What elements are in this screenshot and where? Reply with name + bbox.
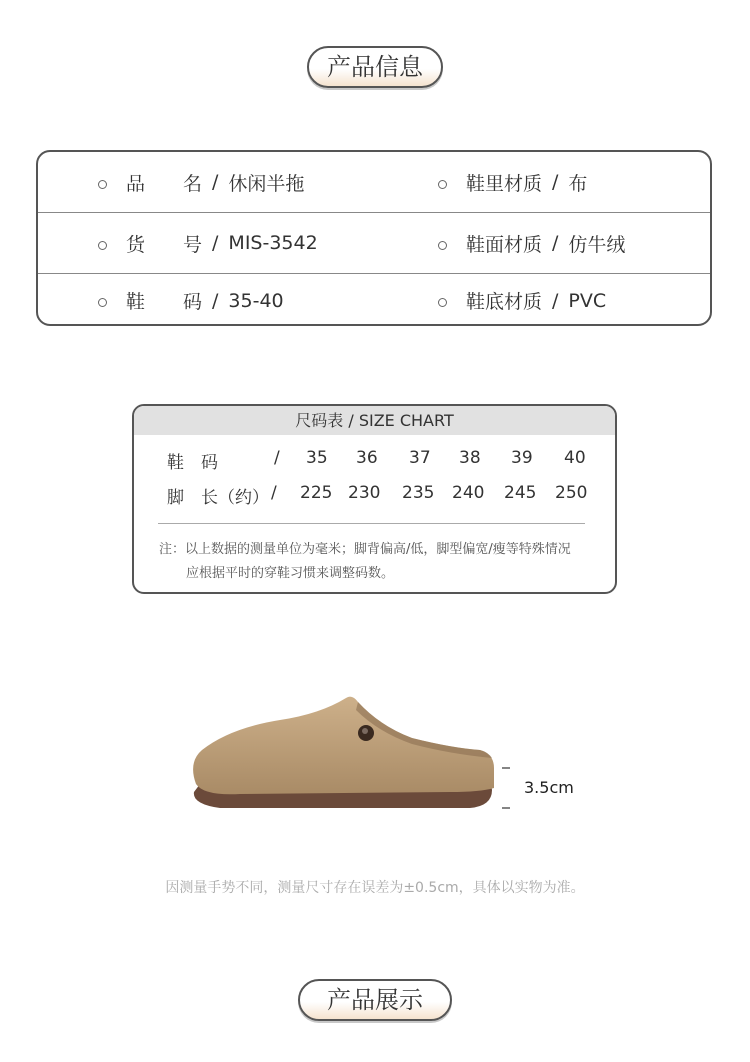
bullet-icon — [98, 241, 107, 250]
section-title-product-info: 产品信息 — [307, 46, 443, 88]
info-separator: / — [552, 232, 559, 254]
info-row — [38, 273, 710, 327]
size-note-line-1: 注：以上数据的测量单位为毫米；脚背偏高/低，脚型偏宽/瘦等特殊情况 — [159, 542, 571, 557]
size-cell: 40 — [564, 448, 586, 468]
bullet-icon — [438, 298, 447, 307]
info-row — [38, 212, 710, 273]
shoe-image — [180, 680, 510, 820]
size-cell: 230 — [348, 483, 381, 503]
size-chart — [132, 404, 617, 594]
size-cell: 38 — [459, 448, 481, 468]
info-cell-sole — [438, 274, 606, 327]
size-row-foot-length — [134, 483, 615, 513]
info-label: 鞋面材质 — [466, 233, 543, 256]
info-value: MIS-3542 — [228, 232, 318, 254]
info-separator: / — [212, 232, 219, 254]
info-value: 布 — [568, 172, 588, 195]
size-cell: 240 — [452, 483, 485, 503]
info-label: 鞋底材质 — [466, 291, 543, 313]
shoe-height-label: 3.5cm — [524, 778, 574, 797]
bullet-icon — [98, 298, 107, 307]
size-chart-title: 尺码表 / SIZE CHART — [134, 406, 615, 435]
info-value: 仿牛绒 — [568, 233, 626, 256]
info-separator: / — [552, 171, 559, 193]
info-separator: / — [552, 289, 559, 312]
size-row-shoe-size — [134, 448, 615, 478]
size-cell: 250 — [555, 483, 588, 503]
size-cell: 37 — [409, 448, 431, 468]
size-cell: 39 — [511, 448, 533, 468]
size-cell: 235 — [402, 483, 435, 503]
measurement-disclaimer: 因测量手势不同，测量尺寸存在误差为±0.5cm，具体以实物为准。 — [165, 880, 585, 896]
info-label: 鞋 码 — [126, 291, 203, 313]
info-separator: / — [212, 289, 219, 312]
info-cell-size — [98, 274, 284, 327]
size-row-label: 脚 长（约） — [167, 488, 269, 508]
size-cell: 36 — [356, 448, 378, 468]
size-note-line-2: 应根据平时的穿鞋习惯来调整码数。 — [186, 566, 395, 581]
info-label: 品 名 — [126, 172, 203, 195]
info-cell-name — [98, 152, 304, 212]
info-label: 鞋里材质 — [466, 172, 543, 195]
bullet-icon — [98, 180, 107, 189]
size-cell: 35 — [306, 448, 328, 468]
product-info-table — [36, 150, 712, 326]
size-row-separator: / — [274, 448, 280, 468]
divider — [158, 523, 585, 524]
size-row-separator: / — [271, 483, 277, 503]
info-cell-lining — [438, 152, 587, 212]
info-value: 休闲半拖 — [228, 172, 305, 195]
info-value: 35-40 — [228, 289, 284, 312]
info-row — [38, 152, 710, 212]
bullet-icon — [438, 180, 447, 189]
bullet-icon — [438, 241, 447, 250]
section-title-product-display: 产品展示 — [298, 979, 452, 1021]
info-label: 货 号 — [126, 233, 203, 256]
shoe-upper — [193, 697, 494, 795]
info-cell-upper — [438, 213, 625, 273]
info-separator: / — [212, 171, 219, 193]
size-cell: 245 — [504, 483, 537, 503]
size-cell: 225 — [300, 483, 333, 503]
size-row-label: 鞋 码 — [167, 453, 218, 473]
info-value: PVC — [568, 289, 607, 312]
info-cell-sku — [98, 213, 318, 273]
